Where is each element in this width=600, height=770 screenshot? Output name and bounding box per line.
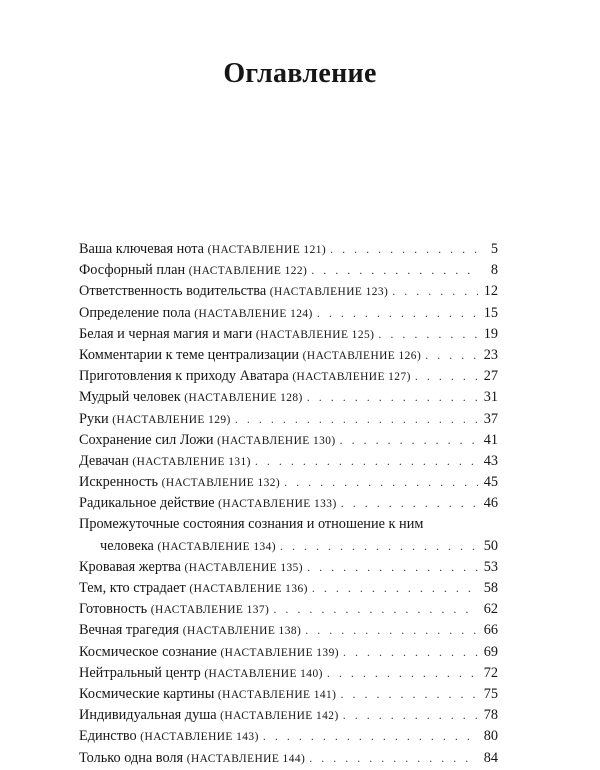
toc-entry-title: Комментарии к теме централизации [79, 346, 300, 363]
toc-entry-note: (НАСТАВЛЕНИЕ 131) [132, 455, 251, 468]
dot-leader [327, 663, 478, 684]
toc-entry-page: 41 [483, 431, 498, 448]
toc-entry-title: Единство [79, 728, 137, 745]
toc-entry-note: (НАСТАВЛЕНИЕ 138) [182, 625, 302, 638]
toc-entry-title: Космическое сознание [79, 643, 217, 660]
dot-leader [340, 684, 478, 705]
toc-entry-page: 5 [490, 241, 498, 257]
toc-entry-note: (НАСТАВЛЕНИЕ 124) [194, 307, 313, 320]
toc-entry-page: 62 [483, 601, 498, 618]
toc-entry[interactable] [79, 705, 498, 726]
toc-entry-page: 69 [483, 643, 498, 660]
toc-entry-page: 58 [483, 580, 498, 596]
toc-entry-title: Вечная трагедия [79, 622, 180, 639]
dot-leader [341, 493, 478, 514]
dot-leader [415, 366, 478, 387]
toc-entry[interactable] [79, 620, 498, 641]
toc-entry-page: 27 [483, 368, 498, 385]
toc-entry-note: (НАСТАВЛЕНИЕ 123) [269, 286, 389, 299]
toc-entry[interactable] [79, 493, 498, 514]
dot-leader [307, 557, 478, 578]
dot-leader [311, 260, 478, 281]
toc-entry-page: 72 [483, 664, 498, 681]
dot-leader [255, 451, 478, 472]
toc-entry[interactable] [79, 726, 498, 747]
toc-entry-title: Индивидуальная душа [79, 707, 217, 724]
toc-entry-note: (НАСТАВЛЕНИЕ 137) [150, 604, 270, 617]
toc-entry-page: 43 [483, 452, 498, 469]
dot-leader [273, 599, 478, 620]
toc-entry[interactable] [79, 345, 498, 366]
toc-entry[interactable] [79, 514, 498, 556]
toc-entry-page: 45 [483, 474, 498, 491]
toc-entry-note: (НАСТАВЛЕНИЕ 143) [140, 731, 259, 744]
toc-entry-title: Фосфорный план [79, 262, 186, 279]
toc-entry[interactable] [79, 260, 498, 281]
toc-entry-note: (НАСТАВЛЕНИЕ 133) [218, 498, 337, 511]
toc-entry-page: 37 [483, 410, 498, 427]
toc-entry-note: (НАСТАВЛЕНИЕ 135) [184, 561, 304, 574]
toc-entry-note: (НАСТАВЛЕНИЕ 128) [184, 392, 303, 405]
toc-entry[interactable] [79, 684, 498, 705]
toc-entry-title: Готовность [79, 601, 148, 618]
toc-entry[interactable] [79, 281, 498, 302]
dot-leader [330, 239, 478, 260]
dot-leader [392, 281, 478, 302]
toc-entry-title: Промежуточные состояния сознания и отношение к ним [79, 516, 424, 533]
dot-leader [425, 345, 478, 366]
toc-entry[interactable] [79, 303, 498, 324]
toc-entry-page: 15 [483, 304, 498, 321]
toc-entry-page: 84 [483, 749, 498, 766]
toc-entry-title: Ответственность водительства [79, 283, 267, 300]
toc-entry[interactable] [79, 748, 498, 769]
toc-entry-page: 46 [483, 495, 498, 512]
toc-entry-title: Космические картины [79, 685, 215, 702]
toc-entry[interactable] [79, 642, 498, 663]
toc-entry[interactable] [79, 578, 498, 599]
toc-entry-title: Девачан [79, 452, 129, 469]
toc-entry-page: 75 [483, 685, 498, 702]
toc-entry-page: 12 [483, 283, 498, 300]
toc-entry[interactable] [79, 430, 498, 451]
toc-entry-note: (НАСТАВЛЕНИЕ 132) [161, 477, 281, 490]
toc-entry[interactable] [79, 557, 498, 578]
toc-entry[interactable] [79, 409, 498, 430]
toc-entry-page: 50 [483, 537, 498, 554]
toc-entry-note: (НАСТАВЛЕНИЕ 122) [188, 265, 308, 278]
page-title: Оглавление [223, 58, 377, 89]
toc-entry-title: Искренность [79, 474, 159, 491]
toc-entry-note: (НАСТАВЛЕНИЕ 126) [302, 349, 422, 362]
toc-entry-title: Определение пола [79, 304, 191, 321]
toc-entry-note: (НАСТАВЛЕНИЕ 144) [186, 752, 306, 765]
toc-entry[interactable] [79, 366, 498, 387]
toc-entry-title: Белая и черная магия и маги [79, 325, 253, 342]
dot-leader [263, 726, 478, 747]
toc-entry-page: 66 [483, 622, 498, 639]
toc-entry-page: 80 [483, 728, 498, 745]
toc-entry-title: Радикальное действие [79, 495, 215, 512]
toc-entry-note: (НАСТАВЛЕНИЕ 136) [189, 583, 308, 595]
toc-entry[interactable] [79, 663, 498, 684]
dot-leader [235, 409, 478, 430]
dot-leader [305, 620, 478, 641]
toc-entry[interactable] [79, 451, 498, 472]
toc-entry-note: (НАСТАВЛЕНИЕ 140) [204, 667, 323, 680]
toc-entry-note: (НАСТАВЛЕНИЕ 142) [220, 710, 339, 723]
toc-entry-title: Кровавая жертва [79, 558, 181, 575]
toc-entry-page: 53 [483, 558, 498, 575]
toc-entry-title: Приготовления к приходу Аватара [79, 368, 289, 385]
toc-entry-page: 78 [483, 707, 498, 724]
toc-entry-note: (НАСТАВЛЕНИЕ 125) [255, 328, 375, 341]
toc-entry-title-continued: человека [100, 537, 154, 554]
dot-leader [307, 387, 478, 408]
dot-leader [317, 303, 478, 324]
dot-leader [343, 705, 478, 726]
toc-entry-note: (НАСТАВЛЕНИЕ 139) [220, 646, 339, 659]
toc-entry[interactable] [79, 472, 498, 493]
toc-entry-note: (НАСТАВЛЕНИЕ 134) [157, 540, 277, 553]
toc-entry-note: (НАСТАВЛЕНИЕ 141) [217, 688, 337, 701]
dot-leader [343, 642, 478, 663]
dot-leader [280, 536, 478, 557]
toc-entry-title: Мудрый человек [79, 389, 181, 406]
toc-entry[interactable] [79, 324, 498, 345]
toc-entry-note: (НАСТАВЛЕНИЕ 129) [112, 413, 231, 426]
toc-entry-title: Сохранение сил Ложи [79, 431, 214, 448]
table-of-contents [79, 239, 498, 769]
toc-entry-title: Ваша ключевая нота [79, 241, 204, 257]
toc-entry-title: Нейтральный центр [79, 664, 201, 681]
toc-entry-title: Руки [79, 410, 109, 427]
dot-leader [340, 430, 478, 451]
toc-entry-page: 31 [483, 389, 498, 406]
toc-entry-title: Только одна воля [79, 749, 184, 766]
toc-entry[interactable] [79, 599, 498, 620]
toc-entry-title: Тем, кто страдает [79, 580, 186, 596]
toc-entry-page: 8 [490, 262, 498, 279]
toc-entry-note: (НАСТАВЛЕНИЕ 121) [207, 244, 327, 256]
toc-entry[interactable] [79, 239, 498, 260]
toc-entry-page: 23 [483, 346, 498, 363]
toc-entry-note: (НАСТАВЛЕНИЕ 130) [217, 434, 336, 447]
toc-entry-note: (НАСТАВЛЕНИЕ 127) [292, 371, 411, 384]
dot-leader [312, 578, 478, 599]
dot-leader [378, 324, 478, 345]
toc-entry[interactable] [79, 387, 498, 408]
dot-leader [309, 748, 478, 769]
dot-leader [284, 472, 478, 493]
toc-entry-page: 19 [483, 325, 498, 342]
